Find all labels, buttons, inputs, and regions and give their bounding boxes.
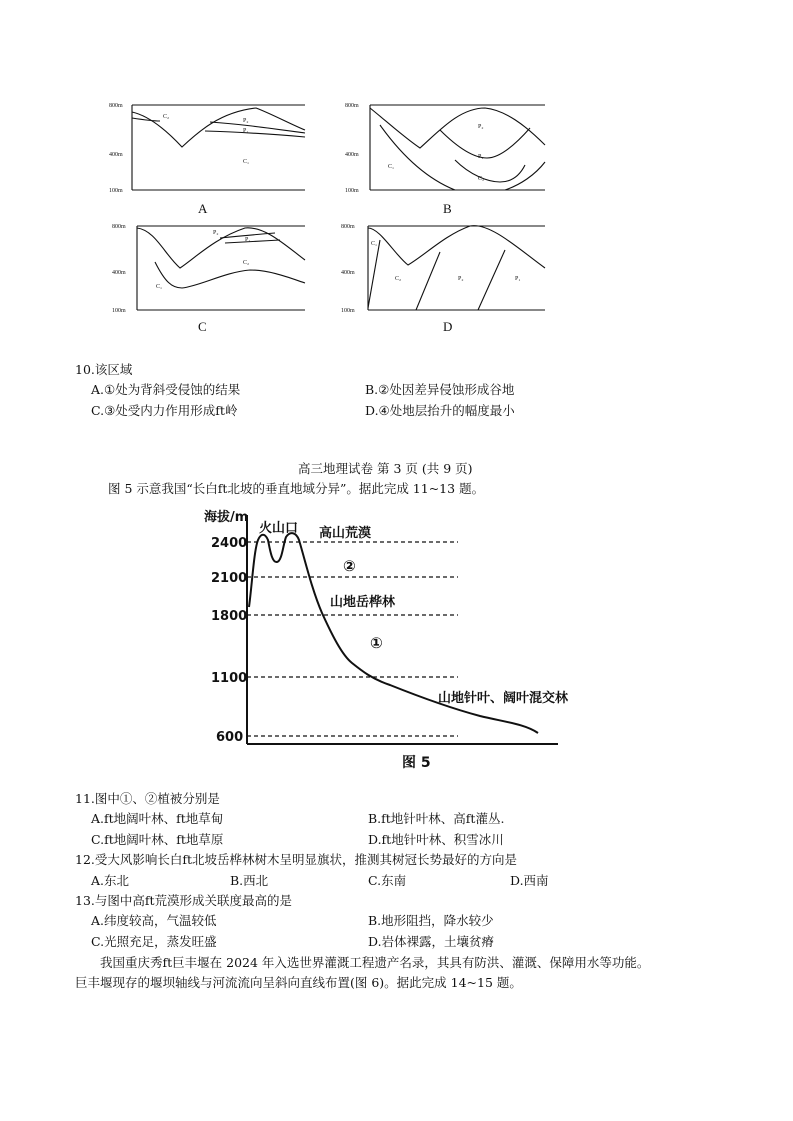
fig6-intro-line-1: 我国重庆秀ft巨丰堰在 2024 年入选世界灌溉工程遗产名录，其具有防洪、灌溉、保障用水等功能。 [100,955,650,970]
fig5-tick-2100: 2100 [211,571,248,586]
panel-d-tick-100: 100m [341,308,355,314]
panel-a-label-p1: P₁ [243,128,249,134]
panel-a-letter: A [198,201,208,216]
panel-b-tick-100: 100m [345,188,359,194]
panel-d-label-p2: P₂ [458,276,464,282]
q12-option-c: C.东南 [368,873,407,888]
q11-option-c: C.ft地阔叶林、ft地草原 [91,832,224,847]
q12-option-a: A.东北 [91,873,130,888]
q10-stem: 10.该区域 [75,362,133,377]
panel-d-tick-400: 400m [341,270,355,276]
panel-a-tick-100: 100m [109,188,123,194]
q13-stem: 13.与图中高ft荒漠形成关联度最高的是 [75,893,293,908]
panel-b-label-c2: C₂ [478,176,485,182]
figure-5-vertical-zonation [0,495,793,775]
panel-d-label-p1: P₁ [515,276,521,282]
fig5-zone-1-marker: ① [370,634,383,652]
fig5-intro: 图 5 示意我国“长白ft北坡的垂直地域分异”。据此完成 11~13 题。 [108,481,485,496]
fig5-zone-2-marker: ② [343,557,356,575]
q12-option-d: D.西南 [510,873,549,888]
q13-option-b: B.地形阻挡，降水较少 [368,913,494,928]
panel-a-tick-800: 800m [109,103,123,109]
panel-d-label-c1: C₁ [371,241,378,247]
panel-d [368,226,545,310]
fig5-tick-1800: 1800 [211,609,248,624]
fig6-intro-line-2: 巨丰堰现存的堰坝轴线与河流流向呈斜向直线布置(图 6)。据此完成 14~15 题。 [75,975,522,990]
panel-a-tick-400: 400m [109,152,123,158]
panel-c-tick-100: 100m [112,308,126,314]
fig5-y-axis-label: 海拔/m [204,510,249,525]
q11-option-b: B.ft地针叶林、高ft灌丛. [368,811,505,826]
fig5-zone-birch-forest: 山地岳桦林 [330,595,396,610]
fig5-zone-mixed-forest: 山地针叶、阔叶混交林 [438,691,569,706]
panel-d-letter: D [443,319,453,334]
panel-c-tick-800: 800m [112,224,126,230]
panel-b-tick-800: 800m [345,103,359,109]
fig5-tick-2400: 2400 [211,536,248,551]
panel-c-label-p2: P₂ [213,230,219,236]
panel-b-letter: B [443,201,452,216]
fig5-zone-alpine-desert: 高山荒漠 [319,526,372,541]
q13-option-d: D.岩体裸露，土壤贫瘠 [368,934,495,949]
geologic-panels-figure [0,0,793,340]
panel-b-label-p1: P₁ [478,154,484,160]
fig5-tick-1100: 1100 [211,671,248,686]
panel-d-label-c2: C₂ [395,276,402,282]
panel-c-label-p1: P₁ [245,237,251,243]
panel-c-label-c1: C₁ [156,284,163,290]
panel-c-letter: C [198,319,207,334]
q10-option-d: D.④处地层抬升的幅度最小 [365,403,515,418]
panel-b-label-c1: C₁ [388,164,395,170]
q10-option-b: B.②处因差异侵蚀形成谷地 [365,382,515,397]
page-footer: 高三地理试卷 第 3 页 (共 9 页) [298,461,473,476]
q11-option-a: A.ft地阔叶林、ft地草甸 [91,811,224,826]
panel-c-label-c2: C₂ [243,260,250,266]
panel-c-tick-400: 400m [112,270,126,276]
q10-option-c: C.③处受内力作用形成ft岭 [91,403,238,418]
panel-a [132,105,305,190]
panel-b-label-p2: P₂ [478,124,484,130]
q11-option-d: D.ft地针叶林、积雪冰川 [368,832,504,847]
q11-stem: 11.图中①、②植被分别是 [75,791,220,806]
fig5-caption: 图 5 [402,755,431,771]
q13-option-c: C.光照充足，蒸发旺盛 [91,934,217,949]
panel-a-label-c1: C₁ [243,159,250,165]
panel-b-tick-400: 400m [345,152,359,158]
panel-a-label-c2: C₂ [163,114,170,120]
q12-stem: 12.受大风影响长白ft北坡岳桦林树木呈明显旗状，推测其树冠长势最好的方向是 [75,852,518,867]
fig5-tick-600: 600 [216,730,244,745]
panel-a-label-p2: P₂ [243,118,249,124]
fig5-crater-label: 火山口 [259,521,299,536]
panel-d-tick-800: 800m [341,224,355,230]
q10-option-a: A.①处为背斜受侵蚀的结果 [91,382,241,397]
panel-b [370,105,545,190]
q13-option-a: A.纬度较高，气温较低 [91,913,217,928]
q12-option-b: B.西北 [230,873,269,888]
panel-c [137,226,305,310]
